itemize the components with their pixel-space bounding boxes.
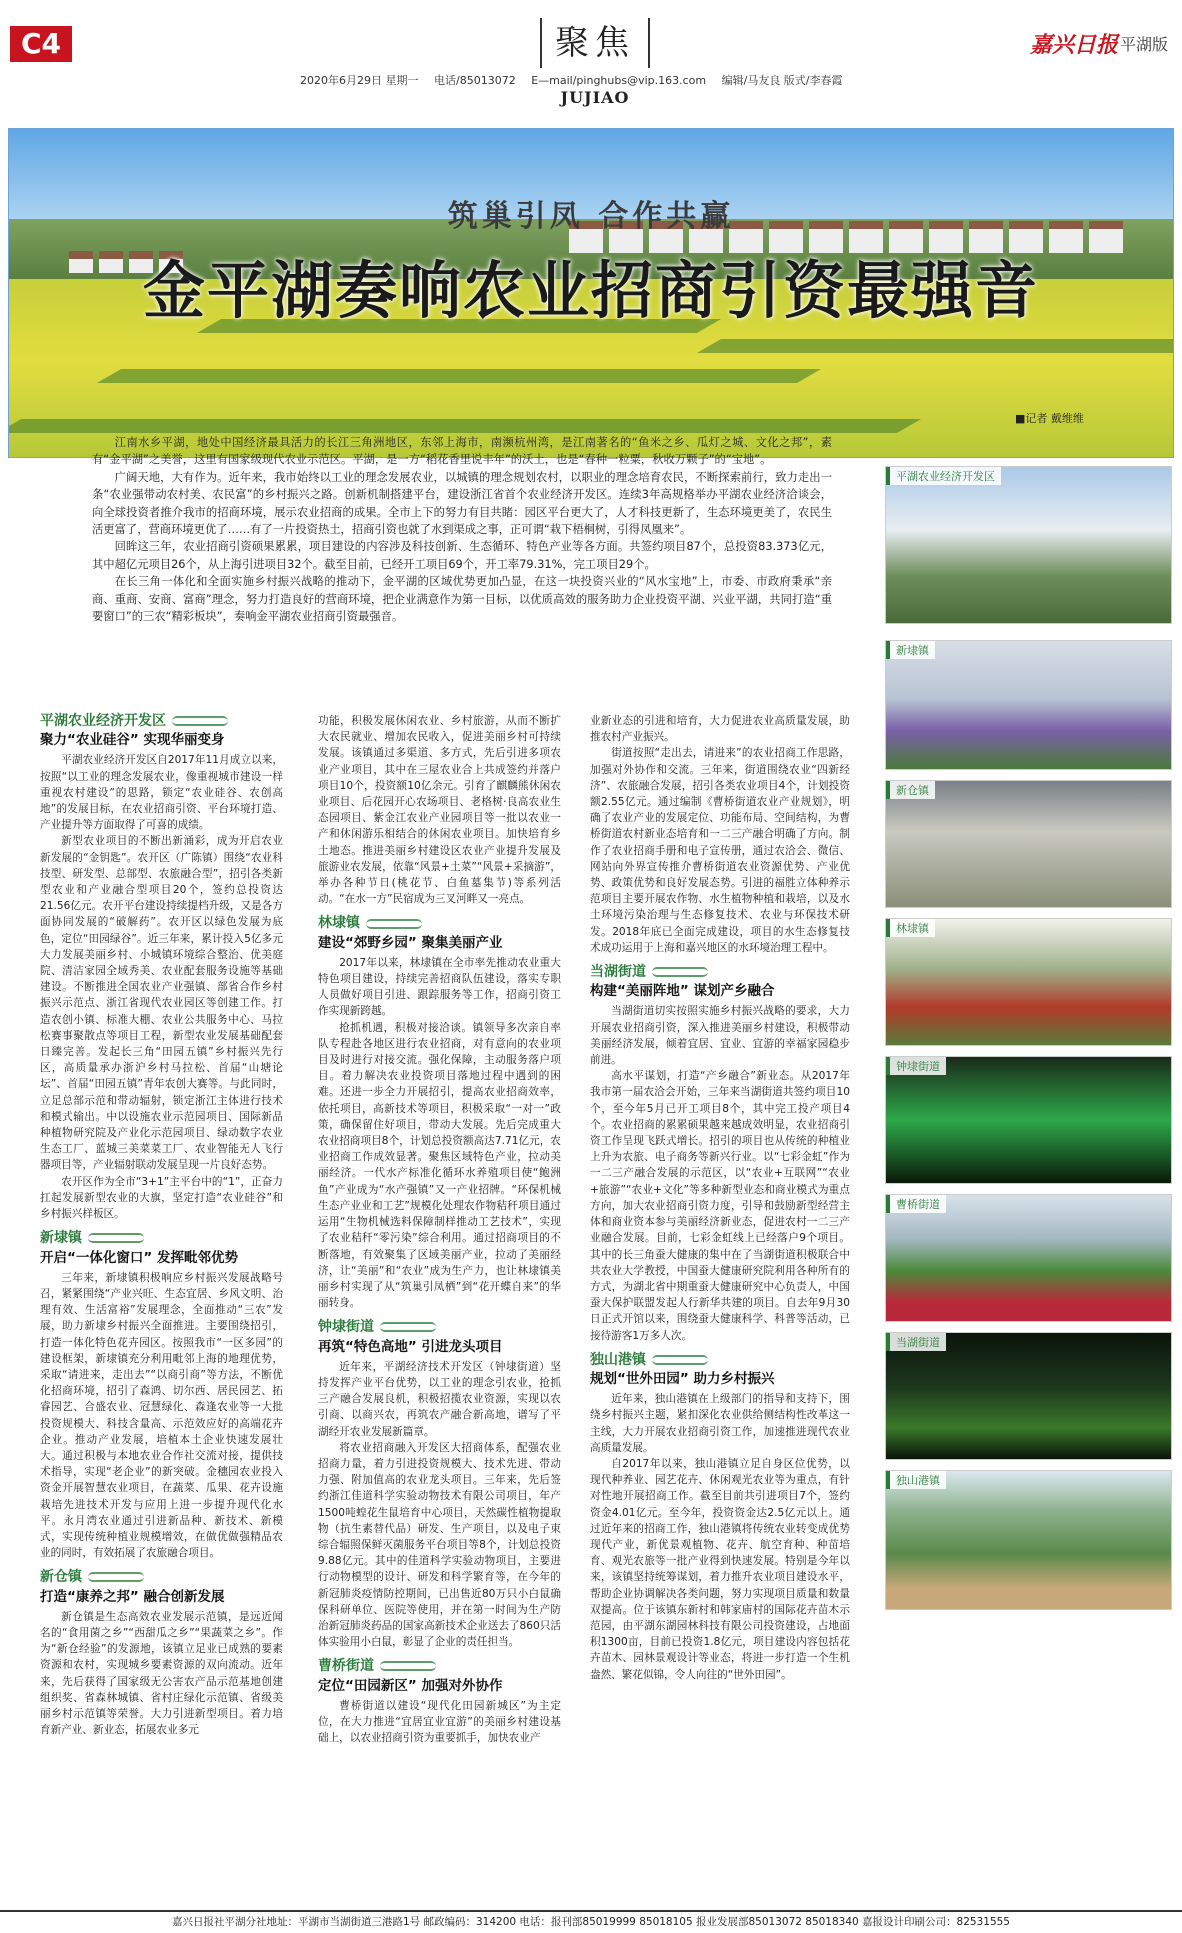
wave-ornament-icon: [652, 1355, 708, 1365]
section-pinyin: JUJIAO: [560, 88, 630, 107]
photo-danghu: [885, 1332, 1172, 1460]
page-footer: 嘉兴日报社平湖分社地址：平湖市当湖街道三港路1号 邮政编码：314200 电话：报刊部85019999 85018105 报业发展部85013072 85018340 嘉报设计印刷公司：82531555: [0, 1910, 1182, 1933]
section-tag: 新埭镇: [40, 1230, 283, 1246]
body-paragraph: 将农业招商融入开发区大招商体系，配强农业招商力量，着力引进投资规模大、技术先进、带动力强、附加值高的农业龙头项目。三年来，先后签约浙江佳道科学实验动物技术有限公司项目，年产1500吨蝗花生鼠培育中心项目，天然碳性植物提取物（抗生素替代品）研发、生产项目，以及电子束综合辐照保鲜灭菌服务平台项目等8个，计划总投资9.88亿元。其中的佳道科学实验动物项目，主要进行动物模型的设计、研发和科学繁育等，在今年的新冠肺炎疫情防控期间，已出售近80万只小白鼠确保科研单位、医院等使用，并在第一时间为生产防治新冠肺炎药品的国家高新技术企业送去了860只活体实验用小白鼠，彰显了企业的责任担当。: [318, 1441, 561, 1649]
email: E—mail/pinghubs@vip.163.com: [531, 74, 707, 87]
wave-ornament-icon: [652, 967, 708, 977]
photo-caption: 独山港镇: [886, 1471, 946, 1489]
intro-paragraph: 江南水乡平湖，地处中国经济最具活力的长江三角洲地区，东邻上海市，南濒杭州湾，是江南著名的“鱼米之乡、瓜灯之城、文化之邦”，素有“金平湖”之美誉，这里有国家级现代农业示范区。平湖，是一方“稻花香里说丰年”的沃土，也是“春种一粒粟，秋收万颗子”的“宝地”。: [92, 436, 832, 467]
body-paragraph: 近年来，独山港镇在上级部门的指导和支持下，围绕乡村振兴主题，紧扣深化农业供给侧结构性改革这一主线，大力开展农业招商引资工作，加速推进现代农业高质量发展。: [590, 1393, 850, 1454]
photo-caoqiao: [885, 1194, 1172, 1322]
page-number-badge: C4: [10, 26, 72, 62]
intro-paragraph: 广阔天地，大有作为。近年来，我市始终以工业的理念发展农业，以城镇的理念规划农村，以职业的理念培育农民，不断探索前行，致力走出一条“农业强带动农村美、农民富”的乡村振兴之路。创新机制搭建平台，建设浙江省首个农业经济开发区。连续3年高规格举办平湖农业经济洽谈会，向全球投资者推介我市的招商环境，展示农业招商的成果。全市上下的努力有目共睹：园区平台更大了，人才科技更新了，生态环境更美了，农民生活更富了，营商环境更优了……有了一片投资热土，招商引资也就了水到渠成之事，正可谓“栽下梧桐树，引得凤凰来”。: [92, 470, 832, 537]
photo-lindai: [885, 918, 1172, 1046]
wave-ornament-icon: [172, 716, 228, 726]
body-paragraph: 业新业态的引进和培育，大力促进农业高质量发展，助推农村产业振兴。: [590, 715, 850, 744]
photo-caption: 钟埭街道: [886, 1057, 946, 1075]
column-2: [318, 713, 561, 1746]
section-tag: 林埭镇: [318, 915, 561, 931]
photo-caption: 平湖农业经济开发区: [886, 467, 1001, 485]
photo-caption: 新仓镇: [886, 781, 935, 799]
photo-agri-zone: [885, 466, 1172, 624]
body-paragraph: 农开区作为全市“3+1”主平台中的“1”，正奋力扛起发展新型农业的大旗，坚定打造“农业硅谷”和乡村振兴样板区。: [40, 1175, 283, 1221]
photo-sidebar: [885, 466, 1172, 1610]
edition-label: 平湖版: [1120, 35, 1169, 54]
intro-paragraph: 回眸这三年，农业招商引资硕果累累，项目建设的内容涉及科技创新、生态循环、特色产业等各方面。共签约项目87个，总投资83.373亿元，其中超亿元项目26个，从上海引进项目32个。截至目前，已经开工项目69个，开工率79.31%，完工项目29个。: [92, 540, 832, 571]
photo-caption: 曹桥街道: [886, 1195, 946, 1213]
body-paragraph: 平湖农业经济开发区自2017年11月成立以来，按照“以工业的理念发展农业，像重视城市建设一样重视农村建设”的思路，锁定“农业硅谷、农创高地”的发展目标，在农业招商引资、平台环境打造、产业提升等方面取得了可喜的成绩。: [40, 754, 283, 832]
section-tag: 新仓镇: [40, 1569, 283, 1585]
photo-dushangang: [885, 1470, 1172, 1610]
photo-caption: 当湖街道: [886, 1333, 946, 1351]
intro-paragraph: 在长三角一体化和全面实施乡村振兴战略的推动下，金平湖的区域优势更加凸显，在这一块投资兴业的“风水宝地”上，市委、市政府秉承“亲商、重商、安商、富商”理念，努力打造良好的营商环境，把企业满意作为第一目标，以优质高效的服务助力企业投资平湖、兴业平湖，共同打造“重要窗口”的三农“精彩板块”，奏响金平湖农业招商引资最强音。: [92, 575, 832, 624]
byline: ■记者 戴维维: [1015, 412, 1084, 425]
section-heading: 聚力“农业硅谷” 实现华丽变身: [40, 732, 225, 749]
column-1: [40, 705, 283, 1738]
body-paragraph: 自2017年以来，独山港镇立足自身区位优势，以现代种养业、园艺花卉、休闲观光农业等为重点，有针对性地开展招商工作。截至目前共引进项目7个，签约资金4.01亿元。至今年，投资资金达2.5亿元以上。通过近年来的招商工作，独山港镇将传统农业转变成优势现代产业，新优景观植物、花卉、航空育种、种苗培育、观光农旅等一批产业得到快速发展。特别是今年以来，该镇坚持统筹谋划，着力推升农业项目建设水平，帮助企业协调解决各类问题，努力实现项目质量和数量双提高。位于该镇东新村和韩家庙村的国际花卉苗木示范园，由平湖东湖园林科技有限公司投资建设，占地面积1300亩，目前已投资1.8亿元，项目建设内容包括花卉苗木、园林景观设计等业态，将进一步打造一个生机盎然、繁花似锦，令人向往的“世外田园”。: [590, 1457, 850, 1681]
photo-xincang: [885, 780, 1172, 908]
photo-caption: 新埭镇: [886, 641, 935, 659]
wave-ornament-icon: [88, 1233, 144, 1243]
editors: 编辑/马友良 版式/李春霞: [721, 74, 843, 87]
wave-ornament-icon: [88, 1572, 144, 1582]
body-paragraph: 当湖街道切实按照实施乡村振兴战略的要求，大力开展农业招商引资，深入推进美丽乡村建设，积极带动美丽经济发展，倾着宜居、宜业、宜游的幸福家园稳步前进。: [590, 1005, 850, 1067]
section-tag: 曹桥街道: [318, 1658, 561, 1674]
intro-text: [92, 434, 832, 625]
sub-headline: 筑巢引凤 合作共赢: [447, 199, 735, 234]
body-paragraph: 抢抓机遇，积极对接洽谈。镇领导多次亲自率队专程赴各地区进行农业招商，对有意向的农业项目及时进行对接交流。强化保障，主动服务落户项目。着力解决农业投资项目落地过程中遇到的困难。还进一步全力开展招引，提高农业招商效率，依托项目，高新技术等项目，积极采取“一对一”政策，确保留住好项目，带动大发展。先后完成重大农业招商项目8个，计划总投资额高达7.71亿元，农业招商工作成效显著。聚焦区域特色产业，拉动美丽经济。一代水产标准化循环水养殖项目使“鲍洲鱼”产业成为“水产强镇”又一产业招牌。“环保机械生态产业业和工艺”规模化处理农作物秸秆项目通过运用“生物机械选料保障制样推动工艺技术”，实现了农业秸秆“零污染”综合利用。通过招商项目的不断落地，有效聚集了区域美丽产业，拉动了美丽经济，让“美丽”和“农业”成为生产力，也让林埭镇美丽乡村实现了从“筑巢引凤栖”到“花开蝶自来”的华丽转身。: [318, 1021, 561, 1310]
hero-image: [8, 128, 1174, 458]
phone: 电话/85013072: [434, 74, 516, 87]
section-heading: 打造“康养之邦” 融合创新发展: [40, 1588, 225, 1605]
body-paragraph: 近年来，平湖经济技术开发区（钟埭街道）坚持发挥产业平台优势，以工业的理念引农业，抢抓三产融合发展良机，积极招揽农业资源，实现以农引商、以商兴农，再筑农产融合新高地，谱写了平湖经开农业发展新篇章。: [318, 1360, 561, 1438]
body-paragraph: 2017年以来，林埭镇在全市率先推动农业重大特色项目建设，持续完善招商队伍建设，落实专职人员做好项目引进、跟踪服务等工作，招商引资工作实现新跨越。: [318, 956, 561, 1018]
section-tag: 独山港镇: [590, 1352, 850, 1368]
wave-ornament-icon: [380, 1661, 436, 1671]
body-paragraph: 功能，积极发展休闲农业、乡村旅游，从而不断扩大农民就业、增加农民收入，促进美丽乡村可持续发展。该镇通过多渠道、多方式，先后引进多项农业产业项目，其中在三屋农业合上共成签约并落户项目10个，投资额10亿余元。引育了麒麟熊休闲农业项目、后花园开心农场项目、老格树·良高农业生态园项目、紫金江农业产业园项目等一批以农业一产和休闲游乐相结合的休闲农业项目。加快培育乡土地态。推进美丽乡村建设区农业产业提升发展及旅游业农发展，依靠“风景+土菜”“风景+采摘游”，举办各种节日(桃花节、白鱼墓集节)等系列活动。“在水一方”民宿成为三叉河畔又一亮点。: [318, 715, 561, 906]
section-title: 聚焦: [540, 18, 650, 68]
section-heading: 构建“美丽阵地” 谋划产乡融合: [590, 983, 775, 1000]
section-heading: 规划“世外田园” 助力乡村振兴: [590, 1370, 775, 1387]
body-paragraph: 新型农业项目的不断出新涌彩，成为开启农业新发展的“金钥匙”。农开区（广陈镇）围绕“农业科技型、研发型、总部型、农旅融合型”，招引各类新型农业和产业融合型项目20个，签约总投资达21.56亿元。农开平台建设持续提档升级，又是各方面协同发展的“破解药”。农开区以绿色发展为底色，定位“田园绿谷”。近三年来，累计投入5亿多元大力发展美丽乡村、小城镇环境综合整治、优美庭院、清洁家园全域秀美、农业配套服务设施等基础建设。不断推进全国农业产业强镇、部省合作乡村振兴示范点、浙江省现代农业园区等创建工作。打造农创小镇、标准大棚、农业公共服务中心、马拉松赛事聚散点等项目工程，新型农业发展基础配套日臻完善。发起长三角“田园五镇”乡村振兴先行区，高质量承办浙沪乡村马拉松、首届“山塘论坛”、首届“田园五镇”青年农创大赛等。与此同时，立足总部示范和带动辐射，锁定浙江主体进行技术和模式输出。中以设施农业示范园项目、国际新品种植物研究院及产业化示范园项目、绿动数字农业生态工厂、蓝城三美菜菜工厂、农业智能无人飞行器项目等，产业辐射联动发展呈现一片良好态势。: [40, 835, 283, 1172]
photo-xindai: [885, 640, 1172, 770]
section-tag: 平湖农业经济开发区: [40, 713, 283, 729]
wave-ornament-icon: [380, 1322, 436, 1332]
dateline: [300, 72, 860, 88]
body-paragraph: 曹桥街道以建设“现代化田园新城区”为主定位，在大力推进“宜居宜业宜游”的美丽乡村建设基础上，以农业招商引资为重要抓手，加快农业产: [318, 1699, 561, 1745]
body-paragraph: 三年来，新埭镇积极响应乡村振兴发展战略号召，紧紧围绕“产业兴旺、生态宜居、乡风文明、治理有效、生活富裕”发展理念，全面推动“三农”发展，助力新埭乡村振兴全面推进。主要围绕招引，打造一体化特色花卉园区。按照我市“一区多园”的建设框架，新埭镇充分利用毗邻上海的地理优势，采取“请进来，走出去”“以商引商”等方法，不断优化招商环境，招引了森鸿、切尔西、居民园艺、拓睿园艺、合盛农业、冠慧绿化、森逢农业等一大批投资规模大、科技含量高、示范效应好的高端花卉企业。推动产业发展，培植本土企业快速发展壮大。通过积极与本地农业合作社交流对接，提供技术指导，实现“老企业”的新突破。金穗园农业投入资金开展智慧农业项目，在蔬菜、瓜果、花卉设施栽培先进技术开发与应用上进一步提升现代化水平。永月湾农业通过引进新品种、新技术、新模式，实现传统种植业规模增效，在做优做强精品农业的同时，有效拓展了农旅融合项目。: [40, 1271, 283, 1560]
newspaper-logo: 嘉兴日报: [1030, 32, 1119, 58]
section-heading: 定位“田园新区” 加强对外协作: [318, 1677, 503, 1694]
photo-caption: 林埭镇: [886, 919, 935, 937]
issue-date: 2020年6月29日 星期一: [300, 74, 419, 87]
photo-zhongdai: [885, 1056, 1172, 1184]
section-heading: 开启“一体化窗口” 发挥毗邻优势: [40, 1249, 238, 1266]
main-headline: 金平湖奏响农业招商引资最强音: [142, 254, 1039, 327]
column-3: [590, 713, 850, 1683]
wave-ornament-icon: [366, 919, 422, 929]
section-heading: 建设“郊野乡园” 聚集美丽产业: [318, 934, 503, 951]
section-heading: 再筑“特色高地” 引进龙头项目: [318, 1338, 503, 1355]
page-header: [0, 0, 1182, 125]
body-paragraph: 高水平谋划，打造“产乡融合”新业态。从2017年我市第一届农洽会开始，三年来当湖街道共签约项目10个，至今年5月已开工项目8个，其中完工投产项目4个。农业招商的累累硕果越来越成效明显，农业招商引资工作呈现飞跃式增长。招引的项目也从传统的种植业上升为农旅、电子商务等新兴行业。以“七彩金虹”作为一二三产融合发展的示范区，以“农业+互联网”“农业+旅游”“农业+文化”等多种新型业态和商业模式为重点方向，加大农业招商引资力度，引导和鼓励新型经营主体和商业资本参与美丽经济新业态，促进农村一二三产业融合发展。目前，七彩金虹线上已经落户9个项目。其中的长三角蚕大健康的集中在了当湖街道积极联合中共农业大学教授，中国蚕大健康研究院利用各种所有的方式，为湖北省中期重蚕大健康研究中心负责人，中国蚕大保护联盟发起人行新华共建的项目。自去年9月30日正式开馆以来，围绕蚕大健康科学、科普等活动，已接待游客1万多人次。: [590, 1070, 850, 1342]
section-tag: 钟埭街道: [318, 1319, 561, 1335]
body-paragraph: 街道按照“走出去，请进来”的农业招商工作思路，加强对外协作和交流。三年来，街道围绕农业“四新经济”、农旅融合发展，招引各类农业项目4个，计划投资额2.55亿元。通过编制《曹桥街道农业产业规划》，明确了农业产业的发展定位、功能布局、空间结构，为曹桥街道农村新业态培育和一二三产融合明确了方向。制作了农业招商手册和电子宣传册，通过农洽会、微信、网站向外界宣传推介曹桥街道农业资源优势、产业优势、政策优势和良好发展态势。引进的福胜立体种养示范项目主要开展农作物、水生植物种植和栽培，以及水土环境污染治理与生态修复技术、农业与环保技术研发。2018年底已全面完成建设，项目的水生态修复技术成功运用于上海和嘉兴地区的水环境治理工程中。: [590, 747, 850, 954]
body-paragraph: 新仓镇是生态高效农业发展示范镇，是远近闻名的“食用菌之乡”“西甜瓜之乡”“果蔬菜之乡”。作为“新仓经验”的发源地，该镇立足业已成熟的要素资源和农村，实现城乡要素资源的双向流动。近年来，先后获得了国家级无公害农产品示范基地创建组织奖、省森林城镇、省村庄绿化示范镇、省级美丽乡村示范镇等荣誉。大力引进新型项目。着力培育新产业、新业态，拓展农业多元: [40, 1610, 283, 1737]
section-tag: 当湖街道: [590, 964, 850, 980]
